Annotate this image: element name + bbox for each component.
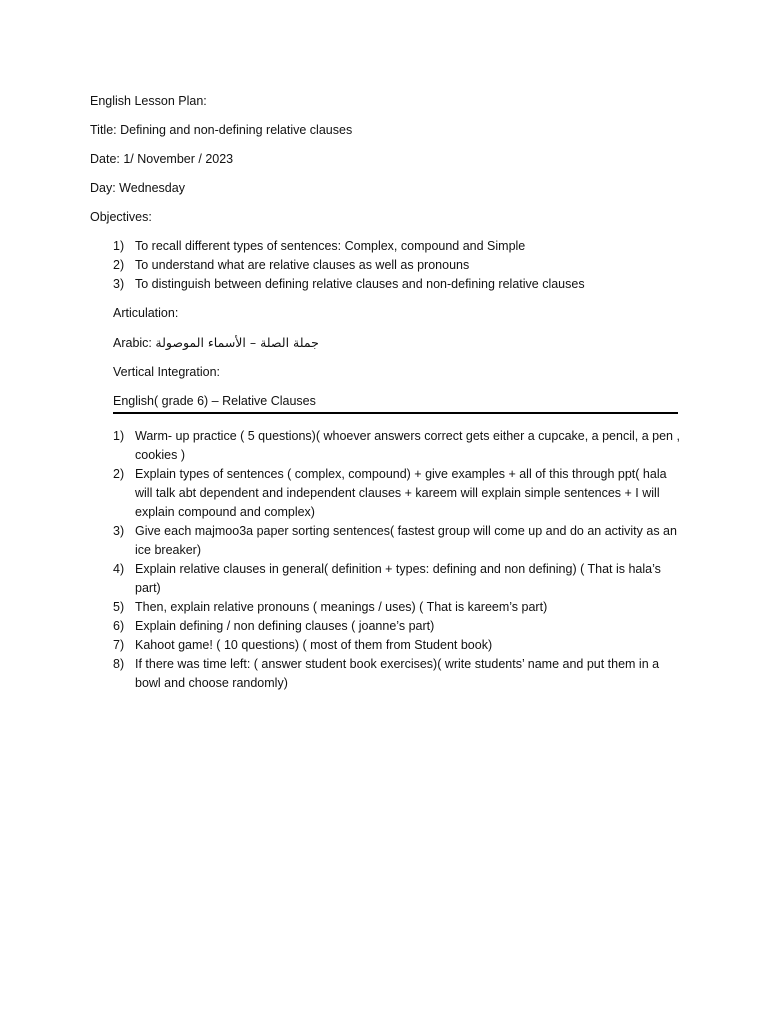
arabic-line <box>113 333 680 353</box>
objective-text: To understand what are relative clauses as well as pronouns <box>135 258 470 272</box>
plan-step <box>113 598 680 617</box>
arabic-text: جملة الصلة – الأسماء الموصولة <box>155 335 319 350</box>
articulation-label: Articulation: <box>113 306 179 320</box>
plan-step-text: Explain types of sentences ( complex, compound) + give examples + all of this through ppt( hala will talk abt dependent and independent clauses + kareem will explain simple sentences + I will explain compound and complex) <box>135 467 667 519</box>
objective-text: To distinguish between defining relative clauses and non-defining relative clauses <box>135 277 585 291</box>
objective-item <box>113 237 680 256</box>
plan-step <box>113 465 680 522</box>
plan-step-number: 5) <box>113 600 125 614</box>
objective-text: To recall different types of sentences: Complex, compound and Simple <box>135 239 526 253</box>
plan-step <box>113 655 680 693</box>
plan-step <box>113 522 680 560</box>
plan-step-text: Explain relative clauses in general( definition + types: defining and non defining) ( That is hala’s part) <box>135 562 661 595</box>
plan-step-text: Warm- up practice ( 5 questions)( whoever answers correct gets either a cupcake, a pencil, a pen , cookies ) <box>135 429 680 462</box>
plan-step-text: Then, explain relative pronouns ( meanings / uses) ( That is kareem’s part) <box>135 600 548 614</box>
objective-number: 1) <box>113 239 125 253</box>
lesson-day: Day: Wednesday <box>90 181 185 195</box>
plan-step-number: 1) <box>113 429 125 443</box>
plan-step-number: 3) <box>113 524 125 538</box>
plan-step-text: Give each majmoo3a paper sorting sentences( fastest group will come up and do an activity as an ice breaker) <box>135 524 677 557</box>
plan-step <box>113 427 680 465</box>
objective-item <box>113 275 680 294</box>
plan-step-number: 7) <box>113 638 125 652</box>
plan-step-number: 6) <box>113 619 125 633</box>
plan-steps-list <box>113 427 680 693</box>
vertical-integration-label: Vertical Integration: <box>113 365 221 379</box>
plan-step <box>113 617 680 636</box>
document-heading: English Lesson Plan: <box>90 94 207 108</box>
objective-item <box>113 256 680 275</box>
objective-number: 3) <box>113 277 125 291</box>
lesson-date: Date: 1/ November / 2023 <box>90 152 234 166</box>
plan-step-number: 4) <box>113 562 125 576</box>
plan-step-text: If there was time left: ( answer student book exercises)( write students’ name and put them in a bowl and choose randomly) <box>135 657 660 690</box>
vertical-integration-text: English( grade 6) – Relative Clauses <box>113 394 316 408</box>
objective-number: 2) <box>113 258 125 272</box>
plan-step-text: Explain defining / non defining clauses ( joanne’s part) <box>135 619 435 633</box>
plan-step-text: Kahoot game! ( 10 questions) ( most of them from Student book) <box>135 638 493 652</box>
plan-step <box>113 636 680 655</box>
vertical-integration-underlined <box>113 392 678 414</box>
arabic-label: Arabic: <box>113 336 156 350</box>
plan-step-number: 8) <box>113 657 125 671</box>
objectives-label: Objectives: <box>90 210 152 224</box>
plan-step <box>113 560 680 598</box>
objectives-list <box>113 237 680 294</box>
lesson-plan-document <box>90 92 680 693</box>
plan-step-number: 2) <box>113 467 125 481</box>
lesson-title: Title: Defining and non-defining relative clauses <box>90 123 353 137</box>
